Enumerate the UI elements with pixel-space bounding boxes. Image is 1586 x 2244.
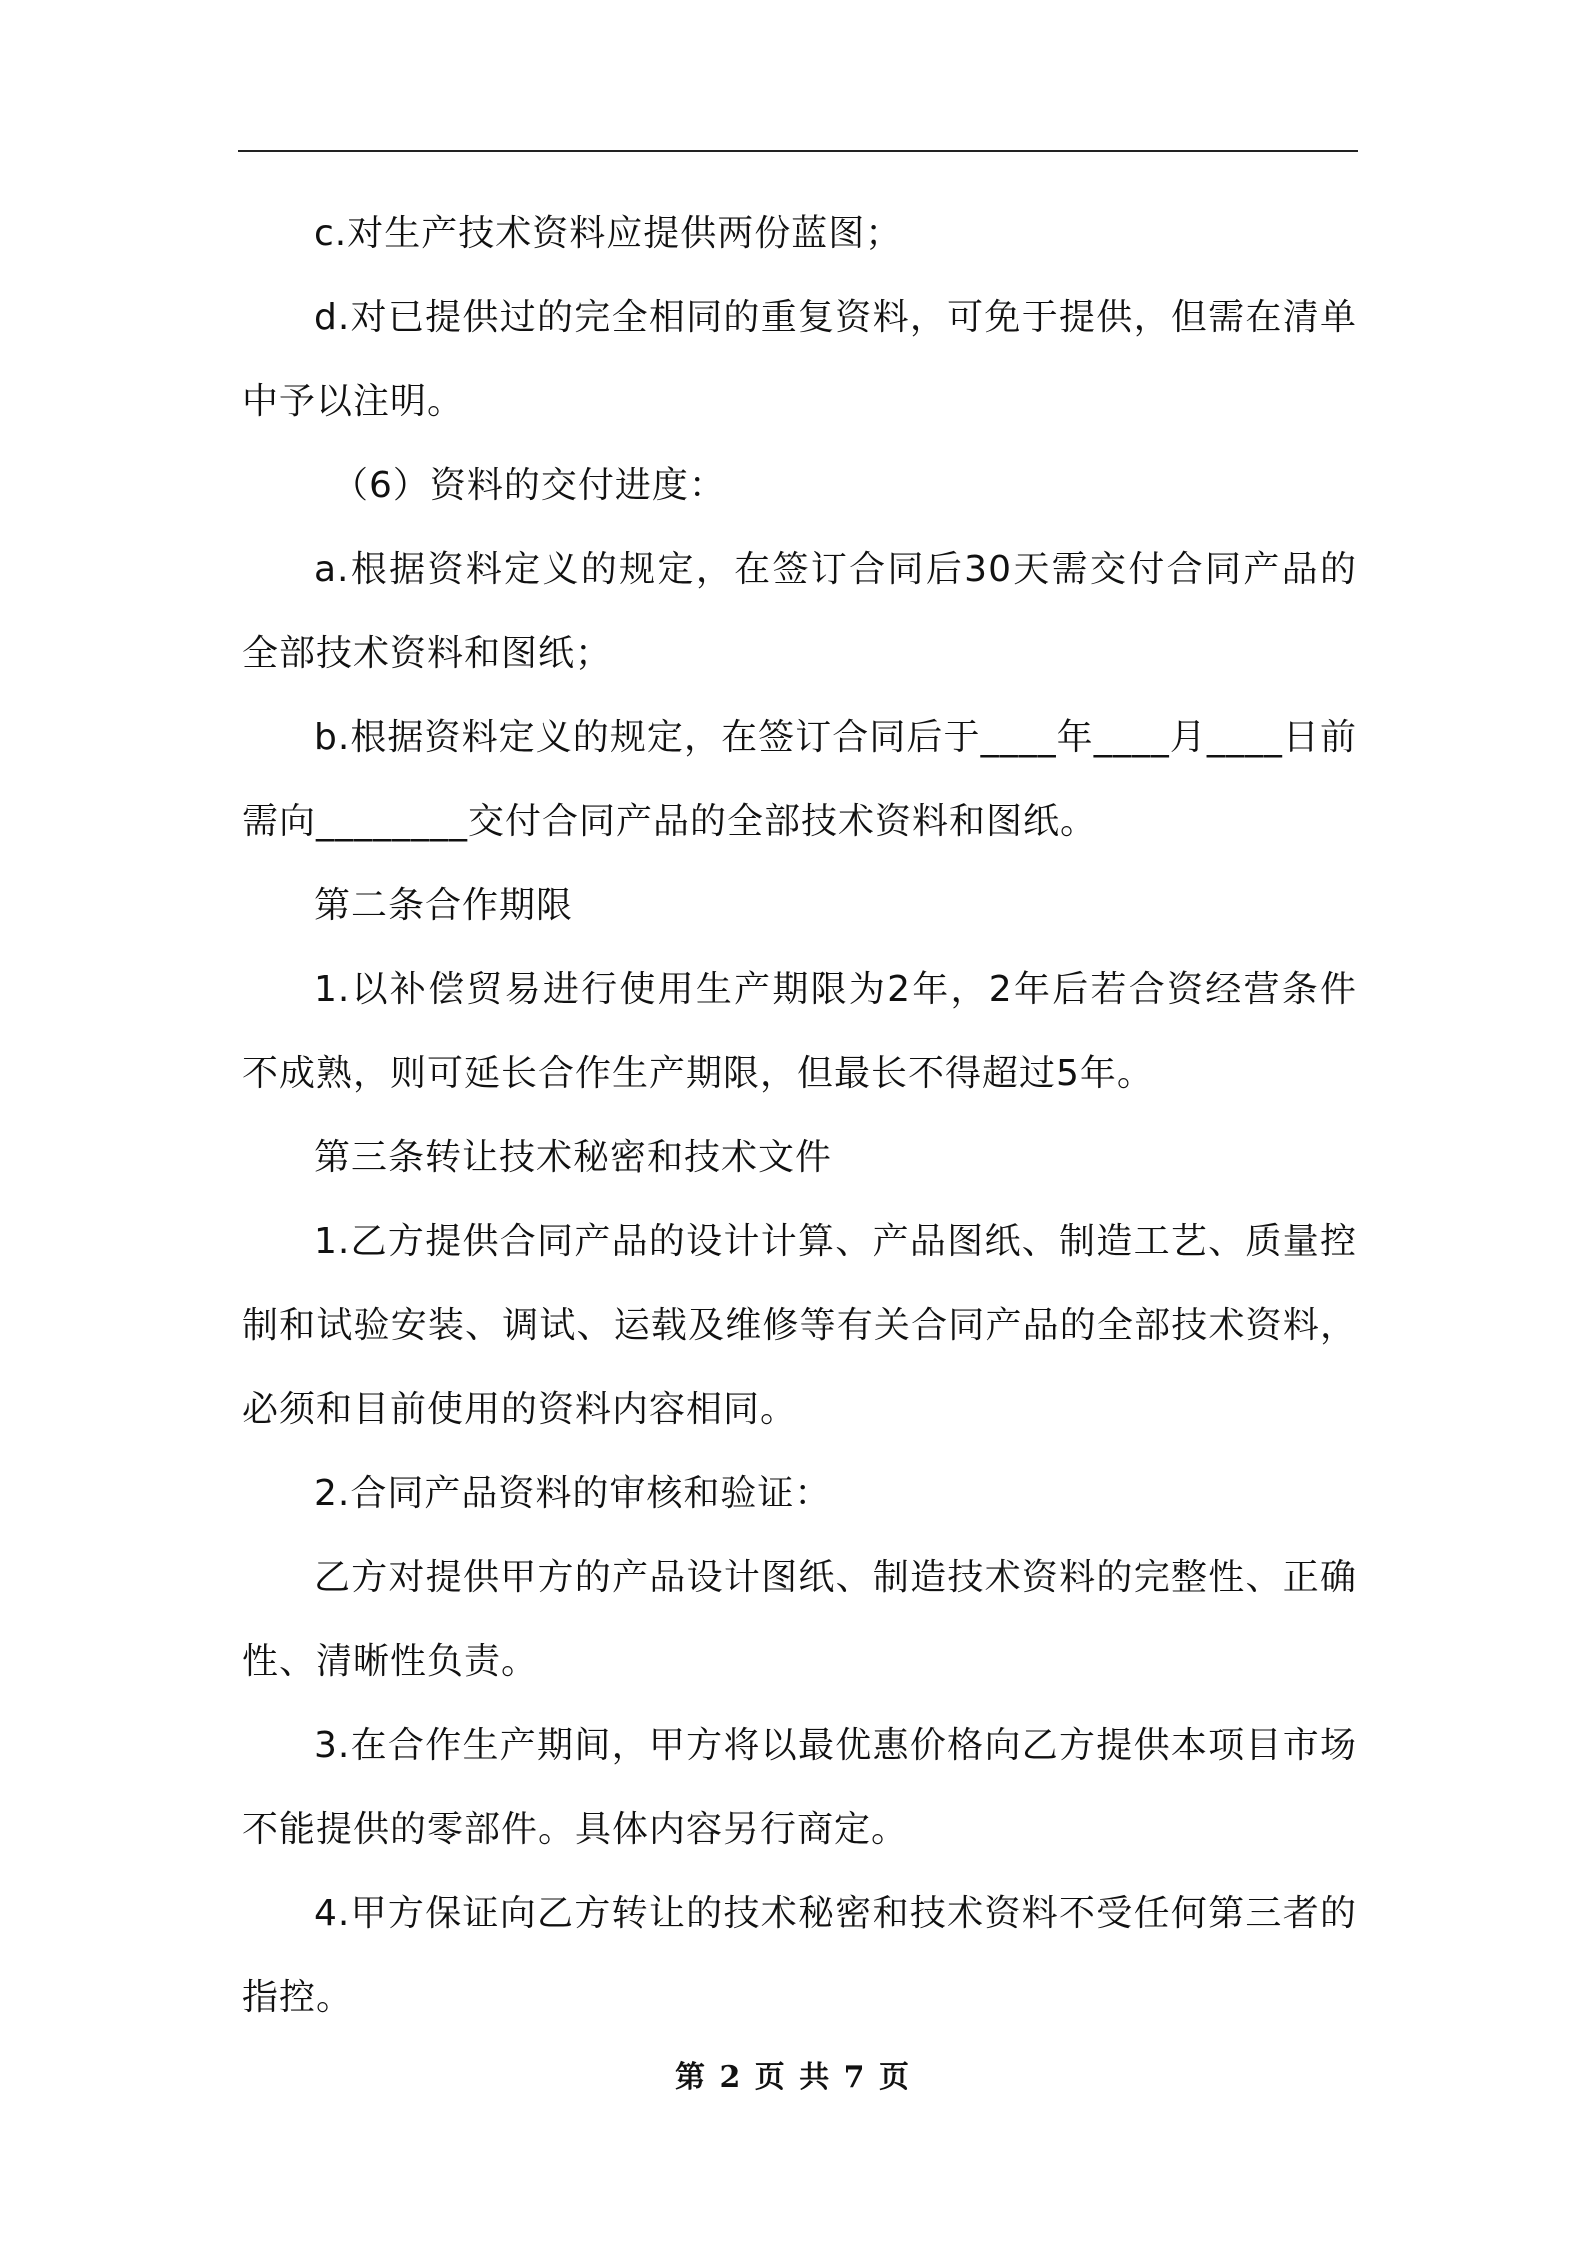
header-rule xyxy=(238,150,1358,152)
paragraph: 4.甲方保证向乙方转让的技术秘密和技术资料不受任何第三者的指控。 xyxy=(242,1893,1357,2018)
paragraph: a.根据资料定义的规定，在签订合同后30天需交付合同产品的全部技术资料和图纸； xyxy=(242,549,1357,674)
page-number-footer: 第 2 页 共 7 页 xyxy=(675,2060,911,2095)
paragraph: 1.乙方提供合同产品的设计计算、产品图纸、制造工艺、质量控制和试验安装、调试、运载及维修等有关合同产品的全部技术资料，必须和目前使用的资料内容相同。 xyxy=(242,1221,1357,1430)
paragraph: c.对生产技术资料应提供两份蓝图； xyxy=(314,213,903,254)
paragraph: d.对已提供过的完全相同的重复资料，可免于提供，但需在清单中予以注明。 xyxy=(242,297,1357,422)
paragraph: 乙方对提供甲方的产品设计图纸、制造技术资料的完整性、正确性、清晰性负责。 xyxy=(242,1557,1357,1682)
document-body xyxy=(242,192,1357,2040)
paragraph: b.根据资料定义的规定，在签订合同后于____年____月____日前需向________交付合同产品的全部技术资料和图纸。 xyxy=(242,717,1357,842)
paragraph: 3.在合作生产期间，甲方将以最优惠价格向乙方提供本项目市场不能提供的零部件。具体内容另行商定。 xyxy=(242,1725,1357,1850)
section-heading: 第二条合作期限 xyxy=(314,885,574,926)
paragraph: 2.合同产品资料的审核和验证： xyxy=(314,1473,832,1514)
paragraph: （6）资料的交付进度： xyxy=(332,465,726,506)
section-heading: 第三条转让技术秘密和技术文件 xyxy=(314,1137,833,1178)
paragraph: 1.以补偿贸易进行使用生产期限为2年，2年后若合资经营条件不成熟，则可延长合作生产期限，但最长不得超过5年。 xyxy=(242,969,1357,1094)
